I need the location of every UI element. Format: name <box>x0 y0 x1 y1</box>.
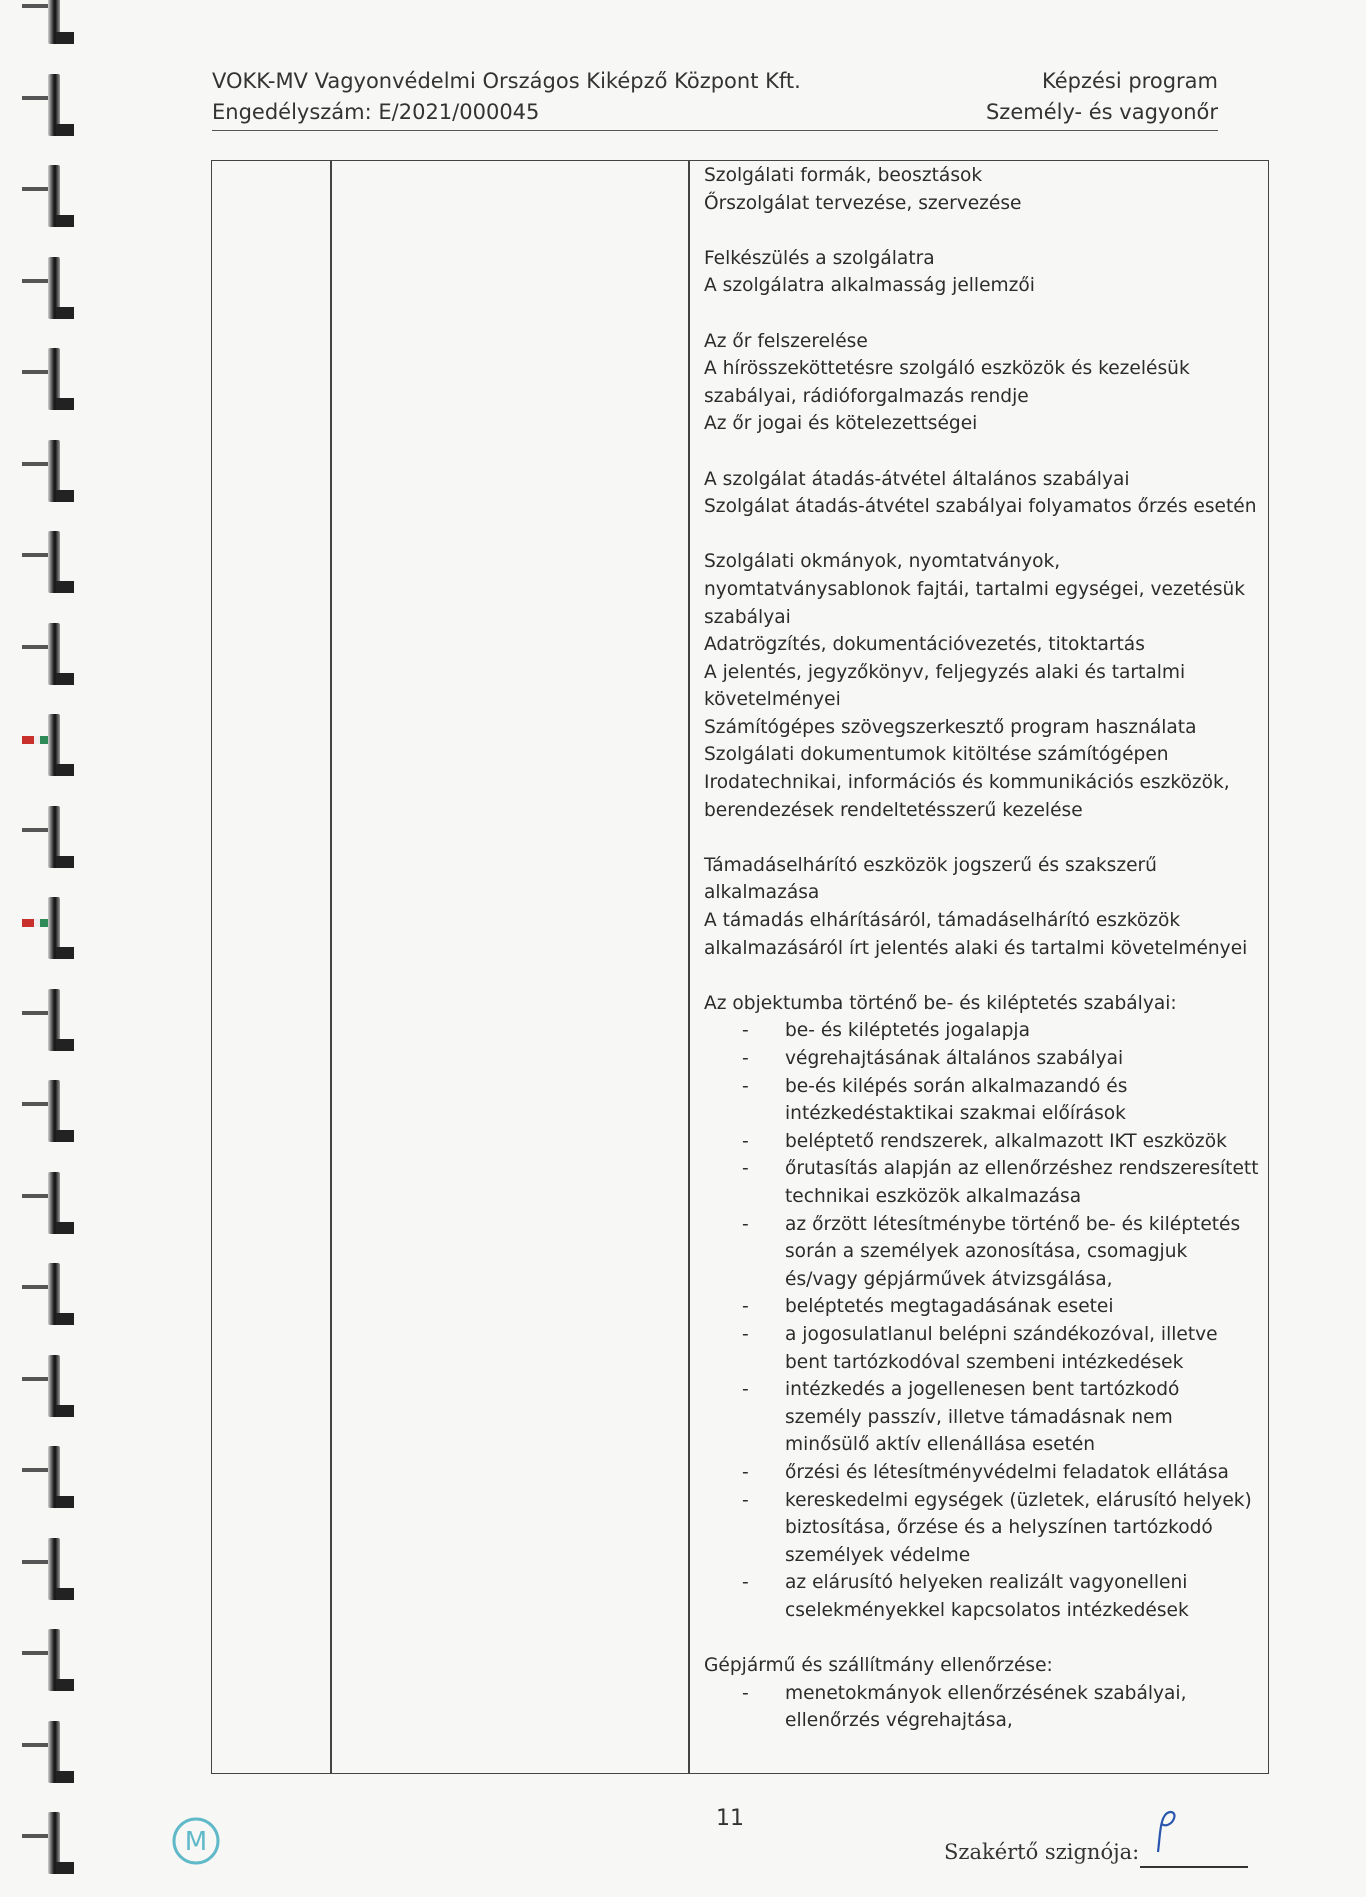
bullet-text: menetokmányok ellenőrzésének szabályai, ellenőrzés végrehajtása, <box>785 1682 1187 1732</box>
bullet-dash: - <box>742 1379 749 1401</box>
bullet-text: őrzési és létesítményvédelmi feladatok ellátása <box>785 1461 1229 1483</box>
vehicle-check-heading: Gépjármű és szállítmány ellenőrzése: <box>704 1655 1053 1677</box>
bullet-item <box>704 1017 1264 1045</box>
text-line: Szolgálat átadás-átvétel szabályai folyamatos őrzés esetén <box>704 496 1257 518</box>
text-line: A hírösszeköttetésre szolgáló eszközök és kezelésük <box>704 358 1190 380</box>
binding-ring <box>22 531 74 593</box>
page-number: 11 <box>716 1806 744 1831</box>
vehicle-check-list <box>704 1680 1264 1735</box>
bullet-dash: - <box>742 1682 749 1704</box>
program-name: Személy- és vagyonőr <box>985 100 1218 124</box>
bullet-dash: - <box>742 1213 749 1235</box>
bullet-dash: - <box>742 1158 749 1180</box>
bullet-text: be-és kilépés során alkalmazandó és intézkedéstaktikai szakmai előírások <box>785 1075 1128 1125</box>
binding-ring <box>22 1812 74 1874</box>
bullet-item <box>704 1459 1264 1487</box>
text-line: Szolgálati dokumentumok kitöltése számítógépen <box>704 744 1169 766</box>
bullet-item <box>704 1376 1264 1459</box>
binding-ring <box>22 714 74 776</box>
bullet-item <box>704 1680 1264 1735</box>
signature-line <box>1140 1866 1248 1868</box>
bullet-item <box>704 1487 1264 1570</box>
paragraph-entry-rules <box>704 990 1264 1625</box>
bullet-dash: - <box>742 1130 749 1152</box>
bullet-item <box>704 1211 1264 1294</box>
text-line: A támadás elhárításáról, támadáselhárító eszközök <box>704 910 1181 932</box>
bullet-text: intézkedés a jogellenesen bent tartózkodó személy passzív, illetve támadásnak nem minősülő aktív ellenállása esetén <box>785 1379 1180 1456</box>
bullet-item <box>704 1073 1264 1128</box>
binding-ring <box>22 1721 74 1783</box>
binding-ring <box>22 348 74 410</box>
paragraph-documents <box>704 548 1264 824</box>
text-line: Szolgálati okmányok, nyomtatványok, <box>704 551 1061 573</box>
paragraph-handover <box>704 466 1264 521</box>
logo-letter: M <box>184 1827 208 1857</box>
binding-ring <box>22 440 74 502</box>
paragraph-defense-tools <box>704 852 1264 962</box>
column-divider-2 <box>688 161 690 1773</box>
bullet-dash: - <box>742 1323 749 1345</box>
signature-mark <box>1152 1806 1182 1856</box>
signature-label: Szakértő szignója: <box>944 1840 1140 1864</box>
text-line: Irodatechnikai, információs és kommunikációs eszközök, <box>704 772 1230 794</box>
text-line: Adatrögzítés, dokumentációvezetés, titoktartás <box>704 634 1145 656</box>
bullet-text: végrehajtásának általános szabályai <box>785 1048 1124 1069</box>
text-line: Az őr jogai és kötelezettségei <box>704 413 978 435</box>
column-divider-1 <box>330 161 332 1773</box>
bullet-dash: - <box>742 1075 749 1097</box>
bullet-item <box>704 1569 1264 1624</box>
paragraph-service-forms <box>704 162 1264 217</box>
paragraph-vehicle-check <box>704 1652 1264 1735</box>
entry-rules-list <box>704 1017 1264 1624</box>
entry-rules-heading: Az objektumba történő be- és kiléptetés szabályai: <box>704 992 1177 1014</box>
org-name: VOKK-MV Vagyonvédelmi Országos Kiképző Központ Kft. <box>212 69 801 93</box>
license-number: Engedélyszám: E/2021/000045 <box>212 100 540 124</box>
binding-ring <box>22 1446 74 1508</box>
bullet-dash: - <box>742 1461 749 1483</box>
text-line: Felkészülés a szolgálatra <box>704 247 935 269</box>
bullet-text: az őrzött létesítménybe történő be- és kiléptetés során a személyek azonosítása, csomagjuk és/vagy gépjárművek átvizsgálása, <box>785 1213 1241 1290</box>
binding-ring <box>22 989 74 1051</box>
bullet-text: őrutasítás alapján az ellenőrzéshez rendszeresített technikai eszközök alkalmazása <box>785 1158 1259 1207</box>
bullet-item <box>704 1128 1264 1156</box>
text-line: szabályai <box>704 606 791 628</box>
text-line: Az őr felszerelése <box>704 330 868 352</box>
text-line: A szolgálatra alkalmasság jellemzői <box>704 275 1035 297</box>
bullet-item <box>704 1293 1264 1321</box>
bullet-item <box>704 1045 1264 1073</box>
bullet-dash: - <box>742 1020 749 1042</box>
bullet-dash: - <box>742 1572 749 1594</box>
binding-ring <box>22 623 74 685</box>
header-left <box>212 66 801 128</box>
binding-ring <box>22 1355 74 1417</box>
binding-ring <box>22 1629 74 1691</box>
text-line: berendezések rendeltetésszerű kezelése <box>704 799 1083 821</box>
text-line: nyomtatványsablonok fajtái, tartalmi egységei, vezetésük <box>704 578 1246 600</box>
binding-ring <box>22 1538 74 1600</box>
paragraph-equipment <box>704 328 1264 438</box>
binding-ring <box>22 806 74 868</box>
text-line: alkalmazása <box>704 882 820 904</box>
text-line: Támadáselhárító eszközök jogszerű és szakszerű <box>704 854 1157 876</box>
text-line: A szolgálat átadás-átvétel általános szabályai <box>704 468 1130 490</box>
bullet-dash: - <box>742 1048 749 1069</box>
text-line: Szolgálati formák, beosztások <box>704 165 983 186</box>
binding-ring <box>22 1080 74 1142</box>
header-right <box>986 66 1218 128</box>
bullet-dash: - <box>742 1296 749 1318</box>
binding-ring <box>22 1172 74 1234</box>
bullet-text: kereskedelmi egységek (üzletek, elárusító helyek) biztosítása, őrzése és a helyszínen tartózkodó személyek védelme <box>785 1489 1252 1566</box>
text-line: alkalmazásáról írt jelentés alaki és tartalmi követelményei <box>704 937 1248 959</box>
binding-ring <box>22 1263 74 1325</box>
bullet-text: az elárusító helyeken realizált vagyonelleni cselekményekkel kapcsolatos intézkedések <box>785 1572 1189 1621</box>
bullet-text: a jogosulatlanul belépni szándékozóval, illetve bent tartózkodóval szembeni intézkedések <box>785 1323 1218 1373</box>
doc-type: Képzési program <box>1041 69 1218 93</box>
bullet-item <box>704 1321 1264 1376</box>
binding-ring <box>22 74 74 136</box>
bullet-text: be- és kiléptetés jogalapja <box>785 1020 1030 1042</box>
text-line: követelményei <box>704 689 841 711</box>
paragraph-preparation <box>704 245 1264 300</box>
bullet-dash: - <box>742 1489 749 1511</box>
spiral-binding <box>0 0 80 1897</box>
binding-ring <box>22 897 74 959</box>
bullet-item <box>704 1155 1264 1210</box>
page-header <box>212 64 1218 131</box>
text-line: Őrszolgálat tervezése, szervezése <box>704 192 1022 214</box>
curriculum-content <box>704 162 1264 1762</box>
bullet-text: beléptetés megtagadásának esetei <box>785 1296 1114 1318</box>
binding-ring <box>22 165 74 227</box>
text-line: Számítógépes szövegszerkesztő program használata <box>704 716 1197 738</box>
bullet-text: beléptető rendszerek, alkalmazott IKT eszközök <box>785 1130 1227 1152</box>
text-line: A jelentés, jegyzőkönyv, feljegyzés alaki és tartalmi <box>704 661 1186 683</box>
binding-ring <box>22 0 74 44</box>
text-line: szabályai, rádióforgalmazás rendje <box>704 385 1029 407</box>
company-logo <box>170 1815 222 1867</box>
binding-ring <box>22 257 74 319</box>
